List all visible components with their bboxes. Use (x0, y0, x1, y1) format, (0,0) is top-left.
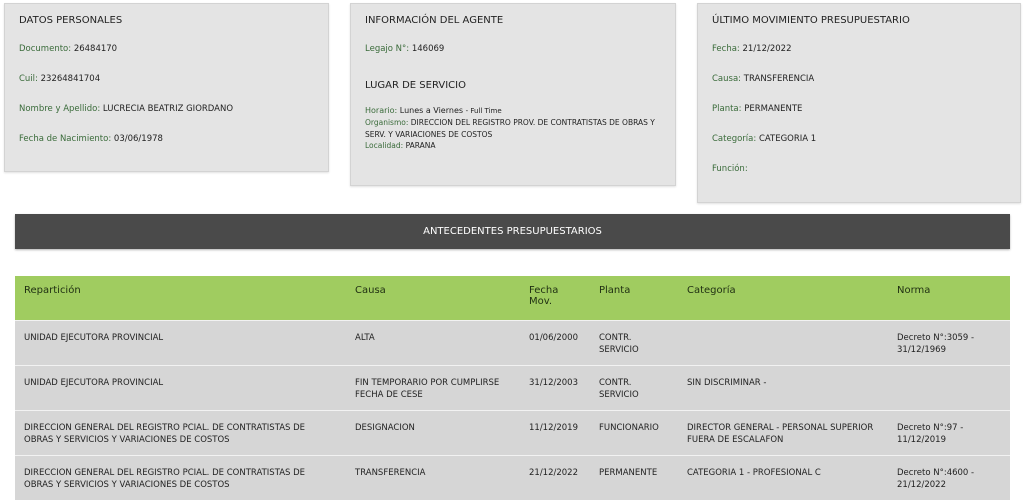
table-row (15, 410, 1010, 455)
localidad-label: Localidad: (365, 141, 404, 150)
last-movement-title: ÚLTIMO MOVIMIENTO PRESUPUESTARIO (712, 15, 910, 26)
cell-categoria: SIN DISCRIMINAR - (678, 365, 888, 410)
cell-causa: ALTA (346, 320, 520, 365)
cell-reparticion: DIRECCION GENERAL DEL REGISTRO PCIAL. DE CONTRATISTAS DE OBRAS Y SERVICIOS Y VARIACIONES DE COSTOS (15, 410, 346, 455)
table-row (15, 365, 1010, 410)
column-header-causa[interactable]: Causa (346, 276, 520, 320)
funcion-field (712, 164, 1006, 174)
organismo-label: Organismo: (365, 118, 409, 127)
cell-fecha-mov: 11/12/2019 (520, 410, 590, 455)
cell-categoria (678, 320, 888, 365)
personal-data-title: DATOS PERSONALES (19, 15, 123, 26)
column-header-norma[interactable]: Norma (888, 276, 1010, 320)
categoria-label: Categoría: (712, 134, 757, 144)
localidad-value: PARANA (405, 141, 436, 150)
cell-fecha-mov: 01/06/2000 (520, 320, 590, 365)
causa-value: TRANSFERENCIA (743, 74, 815, 84)
service-place-title: LUGAR DE SERVICIO (365, 80, 466, 91)
cell-causa: DESIGNACION (346, 410, 520, 455)
causa-label: Causa: (712, 74, 742, 84)
horario-label: Horario: (365, 106, 398, 115)
legajo-field (365, 44, 661, 54)
cell-norma (888, 365, 1010, 410)
personal-data-card (4, 3, 329, 172)
cell-planta: CONTR. SERVICIO (590, 365, 678, 410)
causa-field (712, 74, 1006, 84)
cell-planta: PERMANENTE (590, 455, 678, 500)
localidad-field (365, 140, 661, 152)
cell-causa: TRANSFERENCIA (346, 455, 520, 500)
column-header-categoria[interactable]: Categoría (678, 276, 888, 320)
nombre-field (19, 104, 314, 114)
legajo-value: 146069 (411, 44, 445, 54)
nacimiento-value: 03/06/1978 (113, 134, 163, 144)
cell-fecha-mov: 31/12/2003 (520, 365, 590, 410)
funcion-label: Función: (712, 164, 748, 174)
cell-planta: FUNCIONARIO (590, 410, 678, 455)
cell-planta: CONTR. SERVICIO (590, 320, 678, 365)
cuil-value: 23264841704 (40, 74, 101, 84)
horario-value: Lunes a Viernes (399, 106, 464, 115)
horario-field (365, 105, 661, 117)
cell-reparticion: UNIDAD EJECUTORA PROVINCIAL (15, 365, 346, 410)
cuil-field (19, 74, 314, 84)
organismo-field (365, 117, 661, 140)
column-header-fecha-mov[interactable]: Fecha Mov. (520, 276, 590, 320)
cell-reparticion: UNIDAD EJECUTORA PROVINCIAL (15, 320, 346, 365)
history-section-header: ANTECEDENTES PRESUPUESTARIOS (15, 214, 1010, 249)
organismo-value: DIRECCION DEL REGISTRO PROV. DE CONTRATISTAS DE OBRAS Y SERV. Y VARIACIONES DE COSTOS (365, 118, 655, 139)
cell-causa: FIN TEMPORARIO POR CUMPLIRSE FECHA DE CESE (346, 365, 520, 410)
documento-field (19, 44, 314, 54)
table-row (15, 320, 1010, 365)
fecha-field (712, 44, 1006, 54)
cell-norma: Decreto N°:3059 - 31/12/1969 (888, 320, 1010, 365)
nacimiento-label: Fecha de Nacimiento: (19, 134, 112, 144)
history-table (15, 276, 1010, 500)
horario-extra: - Full Time (465, 107, 502, 115)
documento-value: 26484170 (73, 44, 118, 54)
planta-field (712, 104, 1006, 114)
cell-norma: Decreto N°:97 - 11/12/2019 (888, 410, 1010, 455)
last-movement-card (697, 3, 1021, 203)
documento-label: Documento: (19, 44, 72, 54)
fecha-value: 21/12/2022 (742, 44, 792, 54)
nacimiento-field (19, 134, 314, 144)
legajo-label: Legajo N°: (365, 44, 410, 54)
cell-norma: Decreto N°:4600 - 21/12/2022 (888, 455, 1010, 500)
agent-info-title: INFORMACIÓN DEL AGENTE (365, 15, 504, 26)
categoria-value: CATEGORIA 1 (758, 134, 817, 144)
categoria-field (712, 134, 1006, 144)
cell-categoria: CATEGORIA 1 - PROFESIONAL C (678, 455, 888, 500)
nombre-label: Nombre y Apellido: (19, 104, 101, 114)
cell-reparticion: DIRECCION GENERAL DEL REGISTRO PCIAL. DE CONTRATISTAS DE OBRAS Y SERVICIOS Y VARIACIONES DE COSTOS (15, 455, 346, 500)
planta-value: PERMANENTE (744, 104, 803, 114)
table-header-row (15, 276, 1010, 320)
planta-label: Planta: (712, 104, 742, 114)
column-header-reparticion[interactable]: Repartición (15, 276, 346, 320)
cell-categoria: DIRECTOR GENERAL - PERSONAL SUPERIOR FUERA DE ESCALAFON (678, 410, 888, 455)
nombre-value: LUCRECIA BEATRIZ GIORDANO (102, 104, 234, 114)
table-row (15, 455, 1010, 500)
column-header-planta[interactable]: Planta (590, 276, 678, 320)
cuil-label: Cuil: (19, 74, 38, 84)
agent-info-card (350, 3, 676, 186)
cell-fecha-mov: 21/12/2022 (520, 455, 590, 500)
fecha-label: Fecha: (712, 44, 740, 54)
